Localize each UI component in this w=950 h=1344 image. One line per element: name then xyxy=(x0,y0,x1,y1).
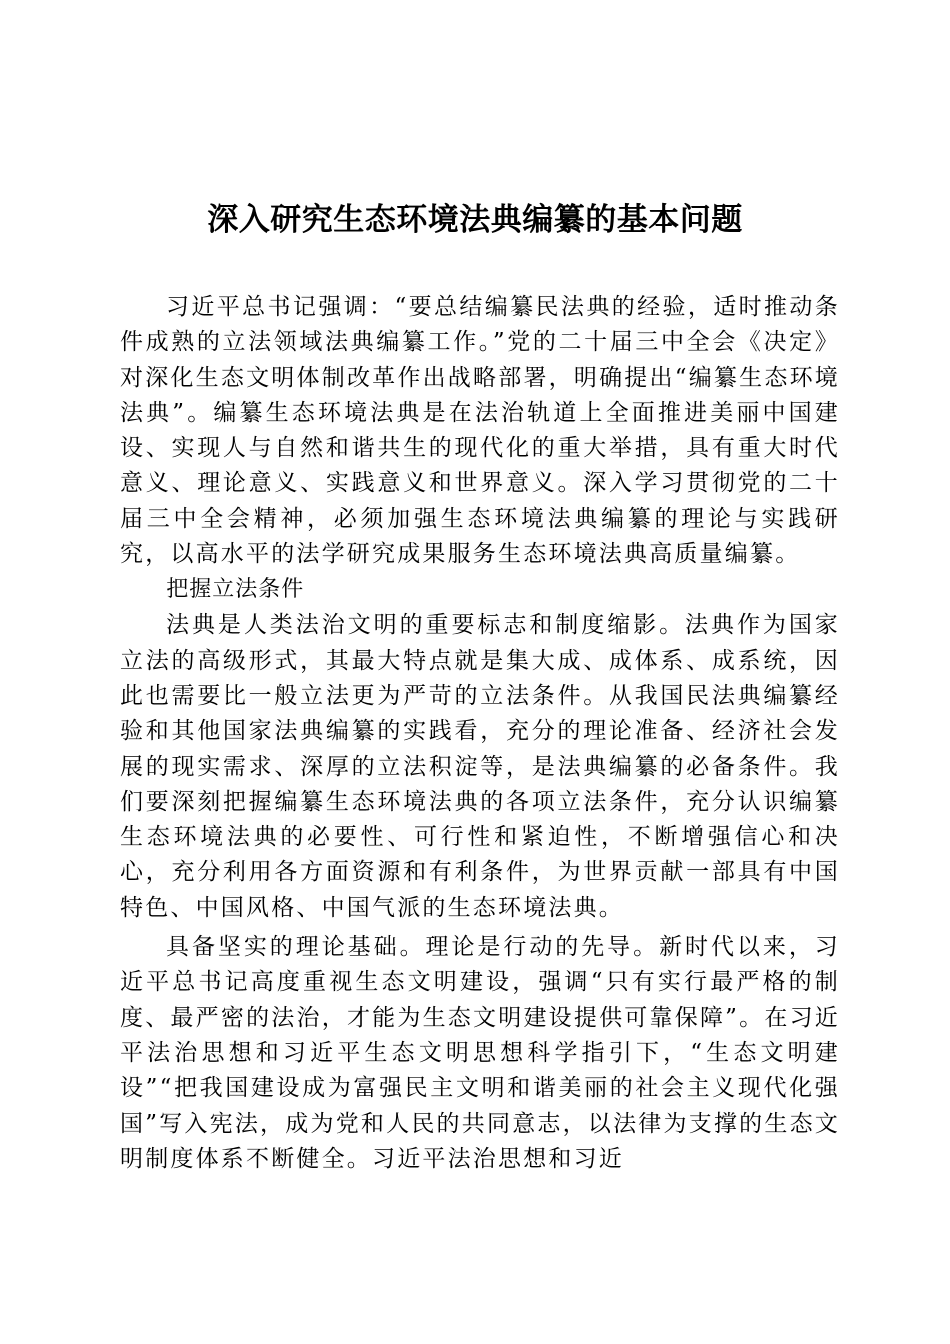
body-paragraph-2: 具备坚实的理论基础。理论是行动的先导。新时代以来，习近平总书记高度重视生态文明建设，强调“只有实行最严格的制度、最严密的法治，才能为生态文明建设提供可靠保障”。在习近平法治思想和习近平生态文明思想科学指引下，“生态文明建设”“把我国建设成为富强民主文明和谐美丽的社会主义现代化强国”写入宪法，成为党和人民的共同意志，以法律为支撑的生态文明制度体系不断健全。习近平法治思想和习近 xyxy=(120,934,840,1172)
section-heading: 把握立法条件 xyxy=(166,577,305,603)
document-title: 深入研究生态环境法典编纂的基本问题 xyxy=(207,202,743,238)
intro-paragraph: 习近平总书记强调：“要总结编纂民法典的经验，适时推动条件成熟的立法领域法典编纂工作。”党的二十届三中全会《决定》对深化生态文明体制改革作出战略部署，明确提出“编纂生态环境法典”。编纂生态环境法典是在法治轨道上全面推进美丽中国建设、实现人与自然和谐共生的现代化的重大举措，具有重大时代意义、理论意义、实践意义和世界意义。深入学习贯彻党的二十届三中全会精神，必须加强生态环境法典编纂的理论与实践研究，以高水平的法学研究成果服务生态环境法典高质量编纂。 xyxy=(120,294,840,568)
body-paragraph-1: 法典是人类法治文明的重要标志和制度缩影。法典作为国家立法的高级形式，其最大特点就是集大成、成体系、成系统，因此也需要比一般立法更为严苛的立法条件。从我国民法典编纂经验和其他国家法典编纂的实践看，充分的理论准备、经济社会发展的现实需求、深厚的立法积淀等，是法典编纂的必备条件。我们要深刻把握编纂生态环境法典的各项立法条件，充分认识编纂生态环境法典的必要性、可行性和紧迫性，不断增强信心和决心，充分利用各方面资源和有利条件，为世界贡献一部具有中国特色、中国风格、中国气派的生态环境法典。 xyxy=(120,612,840,921)
document-body xyxy=(120,290,840,1177)
